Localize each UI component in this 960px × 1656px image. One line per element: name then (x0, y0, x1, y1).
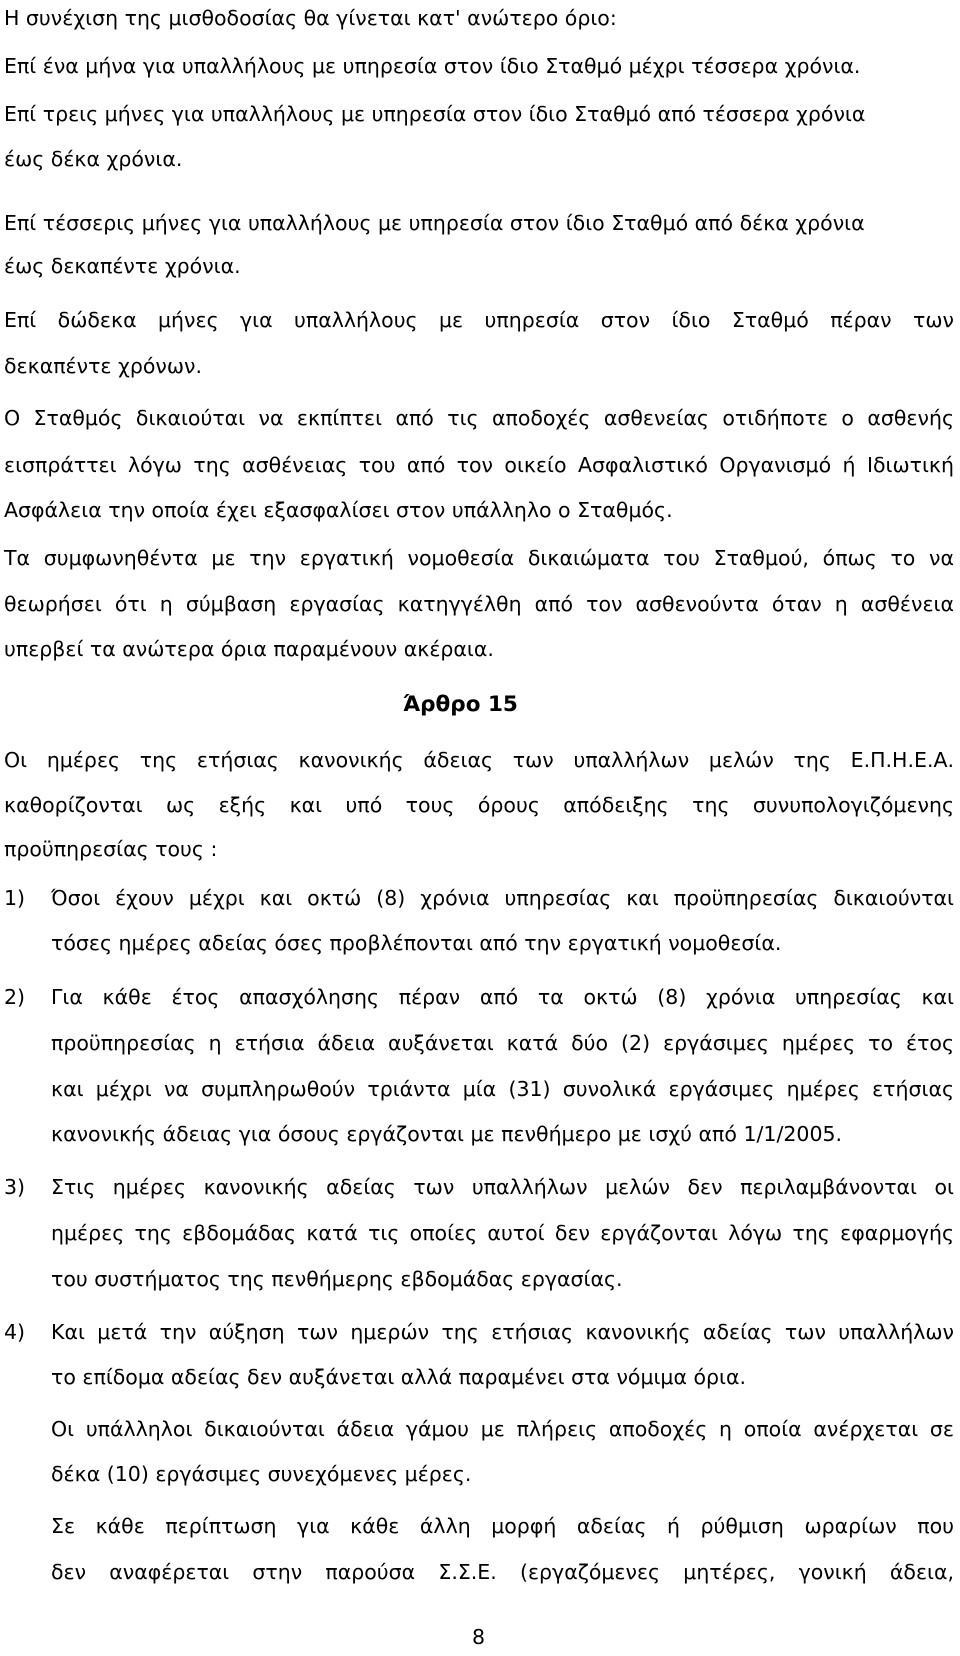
text-line: Όσοι έχουν μέχρι και οκτώ (8) χρόνια υπηρεσίας και προϋπηρεσίας δικαιούνται (51, 886, 954, 910)
text-line: Η συνέχιση της μισθοδοσίας θα γίνεται κατ' ανώτερο όριο: (4, 6, 617, 30)
text-line: έως δέκα χρόνια. (4, 147, 183, 171)
list-number: 1) (4, 886, 26, 910)
text-line: δεν αναφέρεται στην παρούσα Σ.Σ.Ε. (εργαζόμενες μητέρες, γονική άδεια, (51, 1560, 954, 1584)
text-line: του συστήματος της πενθήμερης εβδομάδας εργασίας. (51, 1267, 623, 1291)
text-line: εισπράττει λόγω της ασθένειας του από τον οικείο Ασφαλιστικό Οργανισμό ή Ιδιωτική (4, 453, 954, 477)
text-line: προϋπηρεσίας τους : (4, 837, 218, 861)
text-line: έως δεκαπέντε χρόνια. (4, 254, 241, 278)
text-line: δέκα (10) εργάσιμες συνεχόμενες μέρες. (51, 1462, 472, 1486)
text-line: υπερβεί τα ανώτερα όρια παραμένουν ακέραια. (4, 637, 494, 661)
text-line: θεωρήσει ότι η σύμβαση εργασίας κατηγγέλθη από τον ασθενούντα όταν η ασθένεια (4, 592, 954, 616)
text-line: τόσες ημέρες αδείας όσες προβλέπονται από την εργατική νομοθεσία. (51, 931, 782, 955)
text-line: κανονικής άδειας για όσους εργάζονται με πενθήμερο με ισχύ από 1/1/2005. (51, 1122, 843, 1146)
text-line: Τα συμφωνηθέντα με την εργατική νομοθεσία δικαιώματα του Σταθμού, όπως το να (4, 546, 954, 570)
text-line: Επί τρεις μήνες για υπαλλήλους με υπηρεσία στον ίδιο Σταθμό από τέσσερα χρόνια (4, 102, 866, 126)
text-line: Ο Σταθμός δικαιούται να εκπίπτει από τις αποδοχές ασθενείας οτιδήποτε ο ασθενής (4, 406, 954, 430)
text-line: προϋπηρεσίας η ετήσια άδεια αυξάνεται κατά δύο (2) εργάσιμες ημέρες το έτος (51, 1031, 954, 1055)
list-number: 3) (4, 1175, 26, 1199)
article-heading: Άρθρο 15 (403, 692, 518, 717)
text-line: Και μετά την αύξηση των ημερών της ετήσιας κανονικής αδείας των υπαλλήλων (51, 1320, 954, 1344)
page-number: 8 (472, 1625, 486, 1649)
text-line: Οι υπάλληλοι δικαιούνται άδεια γάμου με πλήρεις αποδοχές η οποία ανέρχεται σε (51, 1417, 954, 1441)
text-line: Οι ημέρες της ετήσιας κανονικής άδειας των υπαλλήλων μελών της Ε.Π.Η.Ε.Α. (4, 748, 954, 772)
text-line: Ασφάλεια την οποία έχει εξασφαλίσει στον υπάλληλο ο Σταθμός. (4, 498, 673, 522)
text-line: το επίδομα αδείας δεν αυξάνεται αλλά παραμένει στα νόμιμα όρια. (51, 1365, 747, 1389)
text-line: ημέρες της εβδομάδας κατά τις οποίες αυτοί δεν εργάζονται λόγω της εφαρμογής (51, 1221, 954, 1245)
text-line: Επί τέσσερις μήνες για υπαλλήλους με υπηρεσία στον ίδιο Σταθμό από δέκα χρόνια (4, 211, 865, 235)
list-number: 4) (4, 1320, 26, 1344)
text-line: δεκαπέντε χρόνων. (4, 354, 203, 378)
text-line: Για κάθε έτος απασχόλησης πέραν από τα οκτώ (8) χρόνια υπηρεσίας και (51, 985, 954, 1009)
list-number: 2) (4, 985, 26, 1009)
text-line: καθορίζονται ως εξής και υπό τους όρους απόδειξης της συνυπολογιζόμενης (4, 793, 954, 817)
text-line: και μέχρι να συμπληρωθούν τριάντα μία (31) συνολικά εργάσιμες ημέρες ετήσιας (51, 1077, 954, 1101)
text-line: Επί ένα μήνα για υπαλλήλους με υπηρεσία στον ίδιο Σταθμό μέχρι τέσσερα χρόνια. (4, 54, 861, 78)
text-line: Σε κάθε περίπτωση για κάθε άλλη μορφή αδείας ή ρύθμιση ωραρίων που (51, 1514, 954, 1538)
text-line: Στις ημέρες κανονικής αδείας των υπαλλήλων μελών δεν περιλαμβάνονται οι (51, 1175, 954, 1199)
text-line: Επί δώδεκα μήνες για υπαλλήλους με υπηρεσία στον ίδιο Σταθμό πέραν των (4, 308, 954, 332)
